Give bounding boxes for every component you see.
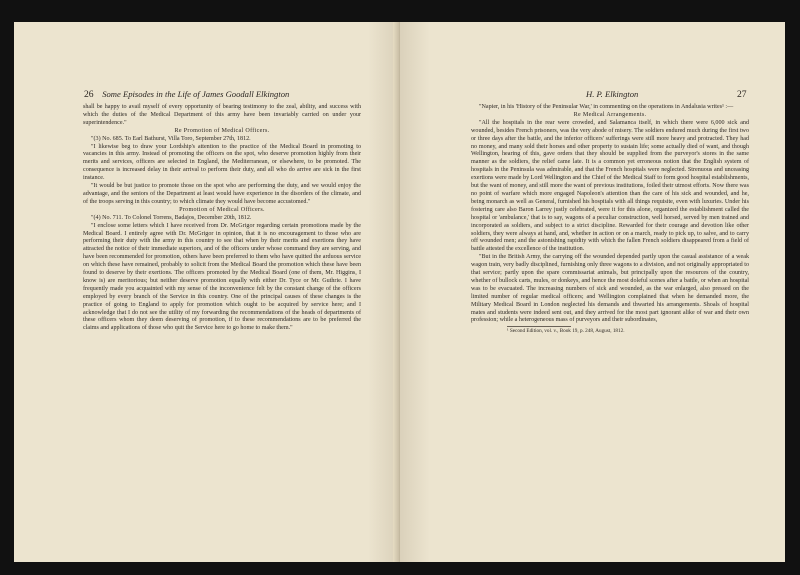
section-heading: Re Medical Arrangements. [573, 111, 647, 118]
paragraph: "(4) No. 711. To Colonel Torrens, Badajos, December 20th, 1812. [91, 214, 252, 221]
right-running-title: H. P. Elkington [586, 89, 639, 99]
paragraph: "But in the British Army, the carrying off the wounded depended partly upon the casual assistance of a weak wagon train, very badly disciplined, furnishing only three wagons to a division, and not originally appropriated to that service; partly upon the spare commissariat animals, but principally upon the resources of the country, whether of bullock carts, mules, or donkeys, and hence the most doleful scenes after a battle, or when an hospital was to be evacuated. The increasing numbers of sick and wounded, as the war enlarged, also pressed on the limited number of regular medical officers; and Wellington complained that when he demanded more, the Military Medical Board in London neglected his demands and thwarted his arrangements. Shoals of hospital mates and students were indeed sent out, and they arrived for the most part ignorant alike of war and their own profession; while a heterogeneous mass of purveyors and their subordinates, [471, 254, 749, 324]
paragraph: "All the hospitals in the rear were crowded, and Salamanca itself, in which there were 6,000 sick and wounded, besides French prisoners, was the very abode of misery. The soldiers endured much during the first two or three days after the battle, and the inferior officers' sufferings were still more heavy and protracted. They had no money, and many sold their horses and other property to sustain life; some actually died of want, and though Wellington, hearing of this, gave orders that they should be supplied from the purveyor's stores in the same manner as the soldiers, the relief came late. It is a common yet erroneous notion that the English system of hospitals in the Peninsula was admirable, and that the French hospitals were neglected. Strenuous and unceasing exertions were made by Lord Wellington and the Chief of the Medical Staff to form good hospital establishments, but the want of money, and still more the want of previous institutions, foiled their utmost efforts. Now there was no point of warfare which more engaged Napoleon's attention than the care of his sick and wounded, and he, being monarch as well as General, furnished his hospitals with all things requisite, even with luxuries. Under his fostering care also Baron Larrey justly celebrated, were it for this alone, organized the establishment called the hospital or 'ambulance,' that is to say, wagons of a peculiar construction, well horsed, served by men trained and incorporated as soldiers, and subject to a strict discipline. Rewarded for their courage and devotion like other soldiers, they were always at hand, and, whether in action or on a march, ready to pick up, to salve, and to carry off wounded men; and the astonishing rapidity with which the fallen French soldiers disappeared from a field of battle attested the excellence of the institution. [471, 119, 749, 253]
left-page-number: 26 [84, 89, 94, 100]
section-heading: Re Promotion of Medical Officers. [174, 127, 270, 134]
footnote-rule [507, 326, 571, 327]
right-page-text [471, 104, 749, 335]
section-heading: Promotion of Medical Officers. [179, 206, 265, 213]
left-page-text [83, 104, 361, 333]
paragraph: "I likewise beg to draw your Lordship's attention to the practice of the Medical Board in promoting to vacancies in this army. Instead of promoting the officers on the spot, who deserve promotion highly from their merits and services, officers are selected in England, the Mediterranean, or elsewhere, to be promoted. The consequence is increased delay in their arrival to perform their duty, and all who do arrive are sick in the first instance. [83, 143, 361, 182]
left-page [14, 22, 398, 562]
right-page-shadow [400, 22, 430, 562]
paragraph: shall be happy to avail myself of every opportunity of bearing testimony to the zeal, ability, and success with which the duties of the Medical Department of this army have been invariably carried on under your superintendence." [83, 104, 361, 126]
right-page-number: 27 [737, 89, 747, 100]
right-page [400, 22, 785, 562]
paragraph: "I enclose some letters which I have received from Dr. McGrigor regarding certain promotions made by the Medical Board. I entirely agree with Dr. McGrigor in opinion, that it is no encouragement to those who are performing their duty with the army in this country to see that when by their merits and exertions they have attracted the notice of their immediate superiors, and of the officers under whose command they are serving, and have been recommended for promotion, others have been preferred to them who have quitted the arduous service on which these have remained, probably to solicit from the Medical Board the promotion which these have been found to deserve by their exertions. The officers promoted by the Medical Board (one of them, Mr. Higgins, I know is) are meritorious; but neither deserve promotion equally with either Dr. Tyce or Mr. Guthrie. I have frequently made you acquainted with my sense of the inconvenience felt by the constant change of the officers employed by every branch of the Service in this country. One of the principal causes of these changes is the practice of going to England to apply for promotion which ought to be acquired by service here; and I acknowledge that I do not see the utility of my forwarding the recommendations of the heads of departments of these officers whom they deem deserving of promotion, if to these recommendations are to be preferred the claims and applications of those who quit the Service here to go home to make them." [83, 222, 361, 332]
paragraph: "It would be but justice to promote those on the spot who are performing the duty, and we would enjoy the advantage, and the seniors of the Department at least would have experience in the disorders of the climate, and of the troops serving in this country; to which climate they would have become accustomed." [83, 183, 361, 205]
footnote: ¹ Second Edition, vol. v., Book 19, p. 248, August, 1812. [507, 328, 625, 335]
paragraph: "Napier, in his 'History of the Peninsular War,' in commenting on the operations in Andalusia writes¹ :— [479, 104, 734, 110]
left-page-header [84, 89, 362, 100]
paragraph: "(3) No. 685. To Earl Bathurst, Villa Toro, September 27th, 1812. [91, 135, 251, 142]
left-running-title: Some Episodes in the Life of James Goodall Elkington [102, 89, 290, 99]
